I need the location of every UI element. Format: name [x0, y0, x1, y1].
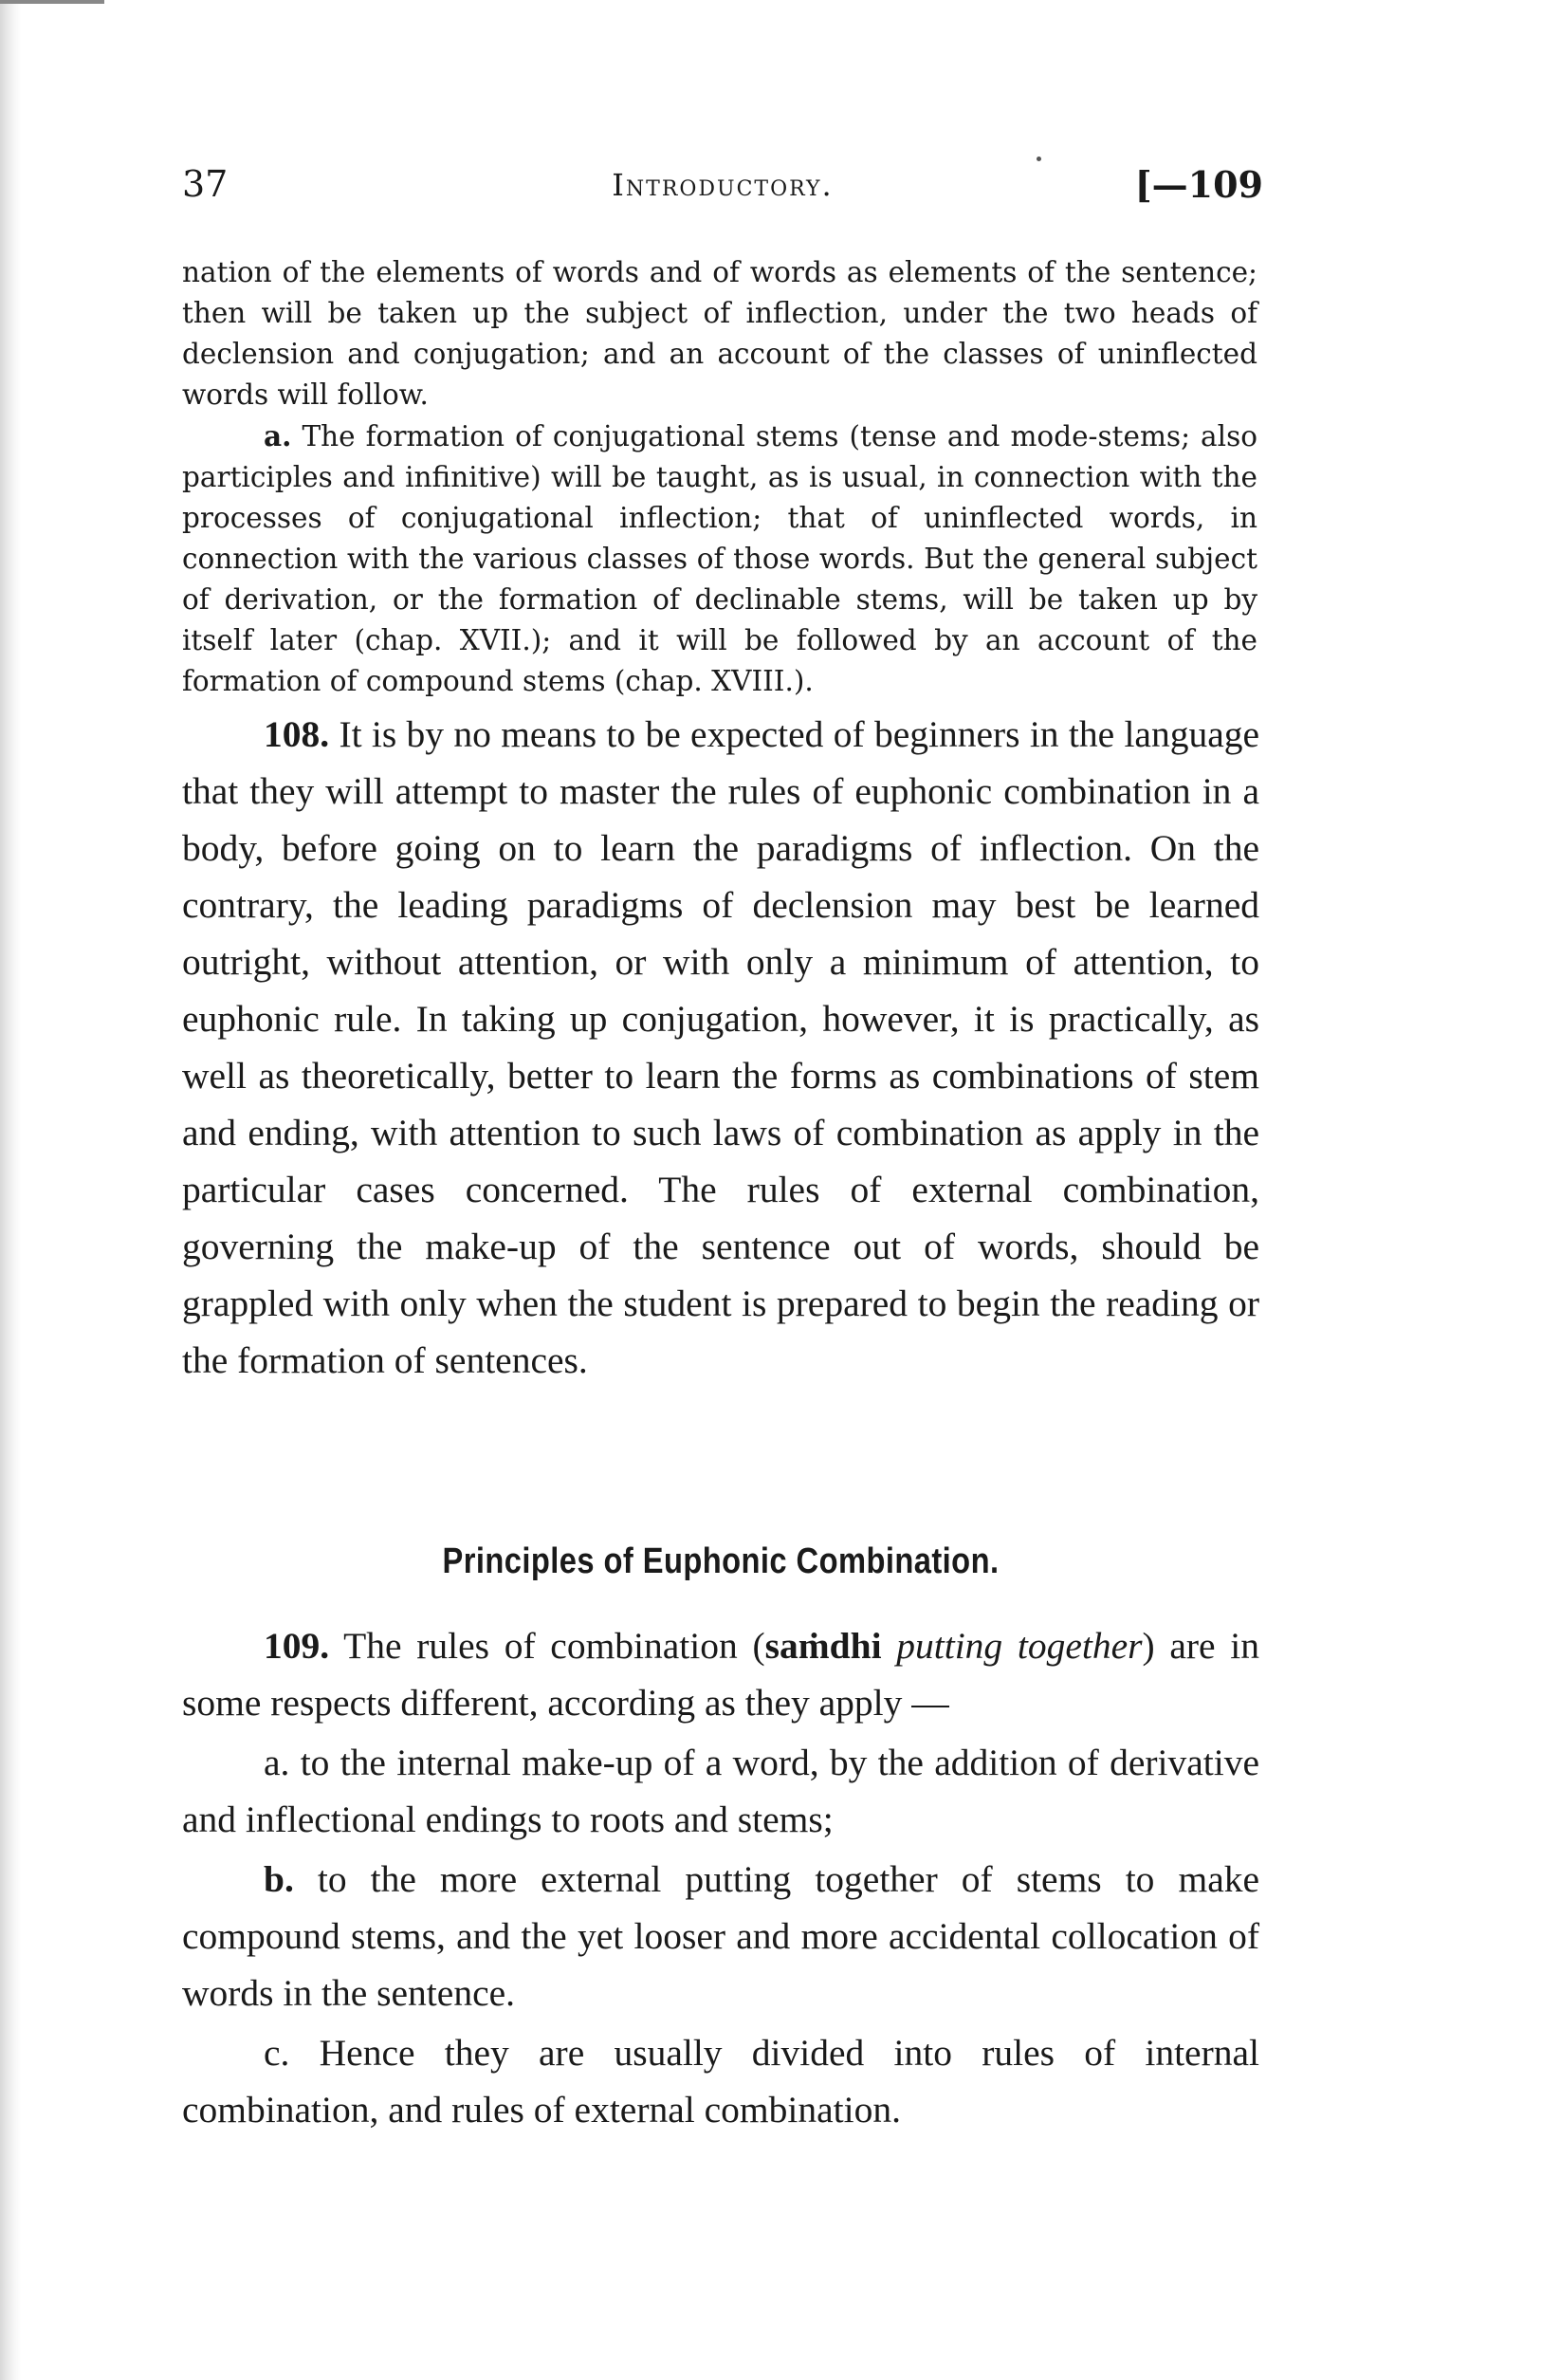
section-108-text: It is by no means to be expected of beginners in the language that they will attempt to master the rules of euphonic combination in a body, before going on to learn the paradigms of inflection. On the contrary, the leading paradigms of declension may best be learned outright, without attention, or with only a minimum of attention, to euphonic rule. In taking up conjugation, however, it is practically, as well as theoretically, better to learn the forms as combinations of stem and ending, with attention to such laws of combination as apply in the particular cases concerned. The rules of external combination, governing the make-up of the sentence out of words, should be grappled with only when the student is prepared to begin the reading or the formation of sentences. — [182, 713, 1260, 1381]
intro-paragraph: nation of the elements of words and of words as elements of the sentence; then will be taken up the subject of inflection, under the two heads of declension and conjugation; and an account of the classes of uninflected words will follow. — [182, 256, 1257, 411]
item-b — [182, 1851, 1259, 2021]
paragraph-a-label: a. — [264, 419, 292, 452]
item-c-label: c. — [264, 2032, 290, 2074]
running-title: Introductory. — [612, 167, 834, 203]
scan-speck — [1037, 157, 1041, 161]
page-number: 37 — [182, 163, 229, 205]
section-heading: Principles of Euphonic Combination. — [442, 1541, 1000, 1581]
item-b-label: b. — [264, 1858, 294, 1900]
section-108-number: 108. — [264, 713, 330, 755]
running-header — [182, 163, 1263, 211]
paragraph-a-text: The formation of conjugational stems (tense and mode-stems; also participles and infinitive) will be taught, as is usual, in connection with the processes of conjugational inflection; that of uninflected words, in connection with the various classes of those words. But the general subject of derivation, or the formation of declinable stems, will be taken up by itself later (chap. XVII.); and it will be followed by an account of the formation of compound stems (chap. XVIII.). — [182, 420, 1257, 697]
paragraph-a — [182, 415, 1257, 702]
item-c-text: Hence they are usually divided into rules of internal combination, and rules of external combination. — [182, 2032, 1259, 2131]
section-109 — [182, 1617, 1259, 2138]
section-108 — [182, 706, 1259, 1389]
section-109-text-after: ) are in some respects different, according as they apply — — [182, 1625, 1260, 1724]
intro-block — [182, 252, 1257, 702]
item-a — [182, 1734, 1259, 1848]
section-109-text-before: The rules of combination ( — [343, 1625, 765, 1667]
item-a-label: a. — [264, 1742, 290, 1783]
section-reference: [—109 — [1134, 163, 1263, 206]
section-109-number: 109. — [264, 1625, 330, 1667]
item-b-text: to the more external putting together of stems to make compound stems, and the yet looser and more accidental collocation of words in the sentence. — [182, 1858, 1260, 2014]
item-c — [182, 2024, 1259, 2138]
scan-corner-mark — [0, 0, 104, 4]
item-a-text: to the internal make-up of a word, by the addition of derivative and inflectional endings to roots and stems; — [182, 1742, 1260, 1840]
section-108-paragraph — [182, 706, 1259, 1389]
sanskrit-term: saṁdhi — [764, 1625, 882, 1667]
scan-binding-edge — [0, 0, 21, 2380]
term-gloss: putting together — [896, 1625, 1143, 1667]
section-109-paragraph — [182, 1617, 1259, 1731]
